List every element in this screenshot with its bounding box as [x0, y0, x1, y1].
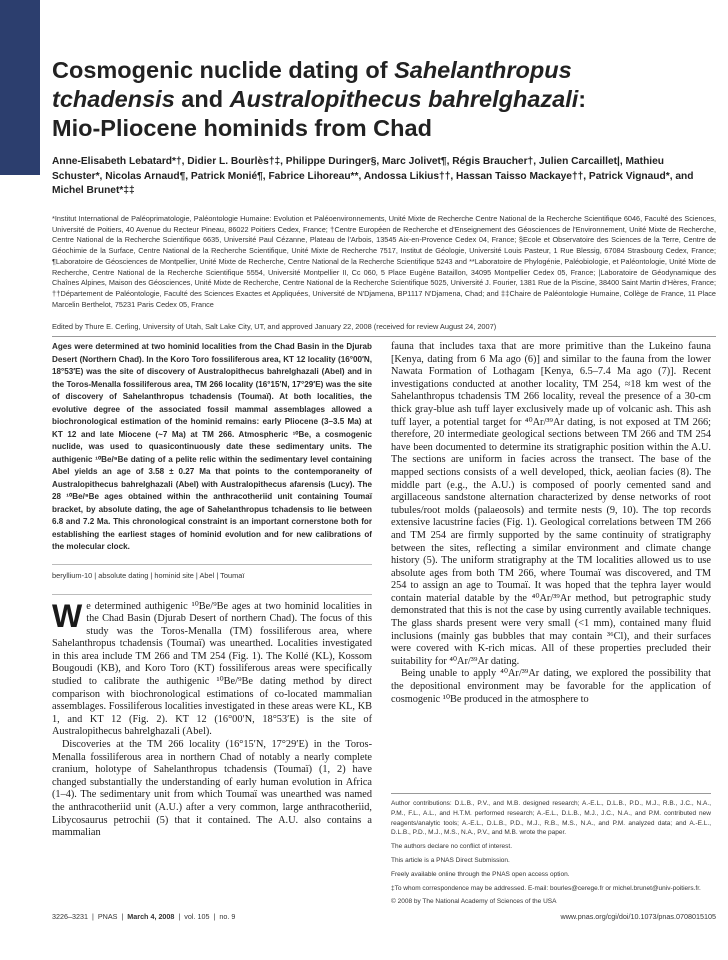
article-title [52, 56, 692, 143]
footer-citation: 3226–3231 | PNAS | March 4, 2008 | vol. 105 | no. 9 [52, 912, 236, 921]
footnote-open-access: Freely available online through the PNAS open access option. [391, 870, 570, 878]
footnote-correspondence: ‡To whom correspondence may be addressed. E-mail: bourles@cerege.fr or michel.brunet@univ-poitiers.fr. [391, 884, 701, 892]
footer-date: March 4, 2008 [127, 912, 175, 921]
title-text: Cosmogenic nuclide dating of [52, 57, 395, 83]
right-column [391, 341, 711, 706]
left-column [52, 341, 372, 840]
body-paragraph: fauna that includes taxa that are more primitive than the Lukeino fauna [Kenya, dating from 6 Ma ago (6)] and similar to the fauna from the lower Nawata Formation of Lothagam [Kenya, 6.5–7.4 Ma ago (7)]. Recent investigations conducted at another locality, TM 254, ≈18 km west of the Sahelanthropus tchadensis TM 266 locality, reveal the presence of a 30-cm thick gray-blue ash tuff layer exclusively made up of volcanic ash. This ash tuff layer, a potential target for ⁴⁰Ar/³⁹Ar dating, is not exposed at TM 266; therefore, 20 intermediate geological sections between TM 266 and TM 254 have been documented to determine its stratigraphic position within the A.U. The sections are uniform in facies across the transect. The base of the mapped sections consists of a well developed, thick, aeolian facies (8). The middle part (e.g., the A.U.) is composed of poorly cemented sand and argillaceous sandstone alternation characterized by dense networks of root tubules/root molds (palaeosols) and termite nests (9, 10). The top records extensive lacustrine facies (Fig. 1). Geological correlations between TM 266 and TM 254 are firmly supported by the same continuity of stratigraphy between the sites, reflecting a similar environment and climate change history (5). The uniform stratigraphy at the TM localities allowed us to use absolute ages from both TM 266, where Toumaï was discovered, and TM 254 to assign an age to Toumaï. It was hoped that the tephra layer would contain material datable by the ⁴⁰Ar/³⁹Ar method, but petrographic study demonstrated that this is not the case by using currently available techniques. The glass shards present were very small (<1 mm), contained many fluid inclusions (mainly gas bubbles that may contain ³⁶Cl), and their surfaces were covered with K-rich micas. All of these properties precluded their suitability for ⁴⁰Ar/³⁹Ar dating. [391, 341, 711, 667]
keywords: beryllium-10 | absolute dating | hominid site | Abel | Toumaï [52, 564, 372, 580]
drop-cap: W [52, 597, 83, 634]
footnotes [391, 793, 711, 911]
article-page [52, 0, 716, 960]
affiliations: *Institut International de Paléoprimatologie, Paléontologie Humaine: Evolution et Paléoenvironnements, Unité Mixte de Recherche Centre National de la Recherche Scientifique 6046, Faculté des Sciences, Université de Poitiers, 40 Avenue du Recteur Pineau, 86022 Poitiers Cedex, France; †Centre Européen de Recherche et d'Enseignement des Géosciences de l'Environnement, Unité Mixte de Recherche, Centre National de la Recherche Scientifique 6635, Université Paul Cézanne, Plateau de l'Arbois, 13545 Aix-en-Provence Cedex 04, France; §Ecole et Observatoire des Sciences de la Terre, Centre de Géochimie de la Surface, Centre National de la Recherche Scientifique, Unité Mixte de Recherche 7517, Institut de Géologie, Université Louis Pasteur, 1 Rue Blessig, 67084 Strasbourg Cedex, France; ¶Laboratoire de Géosciences de Montpellier, Unité Mixte de Recherche, Centre National de la Recherche Scientifique 5243 and **Laboratoire de Phylogénie, Paléobiologie, et Paléontologie, Unité Mixte de Recherche, Centre National de la Recherche Scientifique 5554, Université Montpellier II, Cc 060, 5 Place Eugène Bataillon, 34095 Montpellier Cedex 05, France; |Laboratoire de Géodynamique des Chaînes Alpines, Maison des Géosciences, Unité Mixte de Recherche, Centre National de la Recherche Scientifique 5025, Université J. Fourier, 1381 Rue de la Piscine, 38400 Saint Martin d'Hères, France; ††Département de Paléontologie, Faculté des Sciences Exactes et Appliquées, Université de N'Djamena, BP1117 N'Djamena, Chad; and ‡‡Chaire de Paléontologie Humaine, Collège de France, 11 Place Marcelin Berthelot, 75231 Paris Cedex 05, France [52, 214, 716, 309]
footer-doi-link[interactable]: www.pnas.org/cgi/doi/10.1073/pnas.0708015105 [560, 912, 716, 921]
pnas-side-band [0, 0, 40, 960]
footer-journal: PNAS [97, 912, 118, 921]
author-list: Anne-Elisabeth Lebatard*†, Didier L. Bourlès†‡, Philippe Duringer§, Marc Jolivet¶, Régis Braucher†, Julien Carcaillet|, Mathieu Schuster*, Nicolas Arnaud¶, Patrick Monié¶, Fabrice Lihoreau**, Andossa Likius††, Hassan Taisso Mackaye††, Patrick Vignaud*, and Michel Brunet*‡‡ [52, 156, 694, 196]
footer-issue: no. 9 [219, 912, 236, 921]
title-text-italic: tchadensis [52, 86, 175, 112]
side-band-word: PNAS [2, 863, 39, 960]
side-band-text [4, 0, 40, 960]
body-paragraph: Being unable to apply ⁴⁰Ar/³⁹Ar dating, we explored the possibility that the depositional environment may be favorable for the application of cosmogenic ¹⁰Be produced in the atmosphere to [391, 668, 711, 705]
abstract: Ages were determined at two hominid localities from the Chad Basin in the Djurab Desert (Northern Chad). In the Koro Toro fossiliferous area, KT 12 locality (16°00′N, 18°53′E) was the site of discovery of Australopithecus bahrelghazali (Abel) and in the Toros-Menalla fossiliferous area, TM 266 locality (16°15′N, 17°29′E) was the site of discovery of Sahelanthropus tchadensis (Toumaï). At both localities, the evolutive degree of the associated fossil mammal assemblages allowed a biochronological estimation of the hominid remains: early Pliocene (3–3.5 Ma) at KT 12 and late Miocene (~7 Ma) at TM 266. Atmospheric ¹⁰Be, a cosmogenic nuclide, was used to quasicontinuously date these sedimentary units. The authigenic ¹⁰Be/⁹Be dating of a pelite relic within the sedimentary level containing Abel yields an age of 3.58 ± 0.27 Ma that points to the contemporaneity of Australopithecus bahrelghazali (Abel) with Australopithecus afarensis (Lucy). The 28 ¹⁰Be/⁹Be ages obtained within the anthracotheriid unit containing Toumaï bracket, by absolute dating, the age of Sahelanthropus tchadensis to lie between 6.8 and 7.2 Ma. This chronological constraint is an important cornerstone both for establishing the earliest stages of hominid evolution and for new calibrations of the molecular clock. [52, 342, 372, 551]
intro-paragraph-text: e determined authigenic ¹⁰Be/⁹Be ages at two hominid localities in the Chad Basin (Djurab Desert of northern Chad). The focus of this study was the Toros-Menalla (TM) fossiliferous area, where Sahelanthropus tchadensis (Toumaï) was unearthed. Localities investigated in this area include TM 266 and TM 254 (Fig. 1). The Kollé (KL), Kossom Bougoudi (KB), and Koro Toro (KT) fossiliferous areas were specifically studied to calibrate the authigenic ¹⁰Be/⁹Be dating method by direct comparison with biochronological estimations of co-located mammalian assemblages. Fossiliferous localities investigated in these areas were KL, KB 1, and KT 12 (Fig. 2). KT 12 (16°00′N, 18°53′E) is the site of Australopithecus bahrelghazali (Abel). [52, 600, 372, 738]
intro-paragraph [52, 597, 372, 740]
footnote-contributions: Author contributions: D.L.B., P.V., and M.B. designed research; A.-E.L., D.L.B., P.D., M.J., R.B., J.C., N.A., P.M., F.L., A.L., and H.T.M. performed research; A.-E.L., D.L.B., M.J., J.C., N.A., and P.M. contributed new reagents/analytic tools; A.-E.L., D.L.B., P.D., M.J., R.B., M.S., N.A., and P.M. analyzed data; and A.-E.L., D.L.B., P.D., M.J., M.S., N.A., P.V., and M.B. wrote the paper. [391, 800, 711, 837]
intro-paragraph: Discoveries at the TM 266 locality (16°15′N, 17°29′E) in the Toros-Menalla fossiliferous area in northern Chad of notably a nearly complete cranium, holotype of Sahelanthropus tchadensis (Toumaï) (1, 2) have changed substantially the understanding of early human evolution in Africa (1–4). The sedimentary unit from which Toumaï was unearthed was named the anthracotheriid unit (A.U.) after a very common, large anthracotheriid, Libycosaurus petrochii (5) that it contained. The A.U. also contains a mammalian [52, 739, 372, 839]
footnote-conflict: The authors declare no conflict of interest. [391, 843, 513, 851]
introduction [52, 594, 372, 840]
title-text: Mio-Pliocene hominids from Chad [52, 115, 432, 141]
footer-pages: 3226–3231 [52, 912, 88, 921]
page-footer [52, 912, 716, 921]
footnote-submission: This article is a PNAS Direct Submission. [391, 856, 510, 864]
title-text: and [174, 86, 230, 112]
title-text-italic: Sahelanthropus [394, 57, 572, 83]
header-divider [52, 336, 716, 337]
footnote-copyright: © 2008 by The National Academy of Sciences of the USA [391, 898, 557, 906]
edited-by-line: Edited by Thure E. Cerling, University of Utah, Salt Lake City, UT, and approved January 22, 2008 (received for review August 24, 2007) [52, 322, 497, 331]
title-text: : [578, 86, 587, 112]
title-text-italic: Australopithecus bahrelghazali [229, 86, 579, 112]
footer-volume: vol. 105 [184, 912, 210, 921]
